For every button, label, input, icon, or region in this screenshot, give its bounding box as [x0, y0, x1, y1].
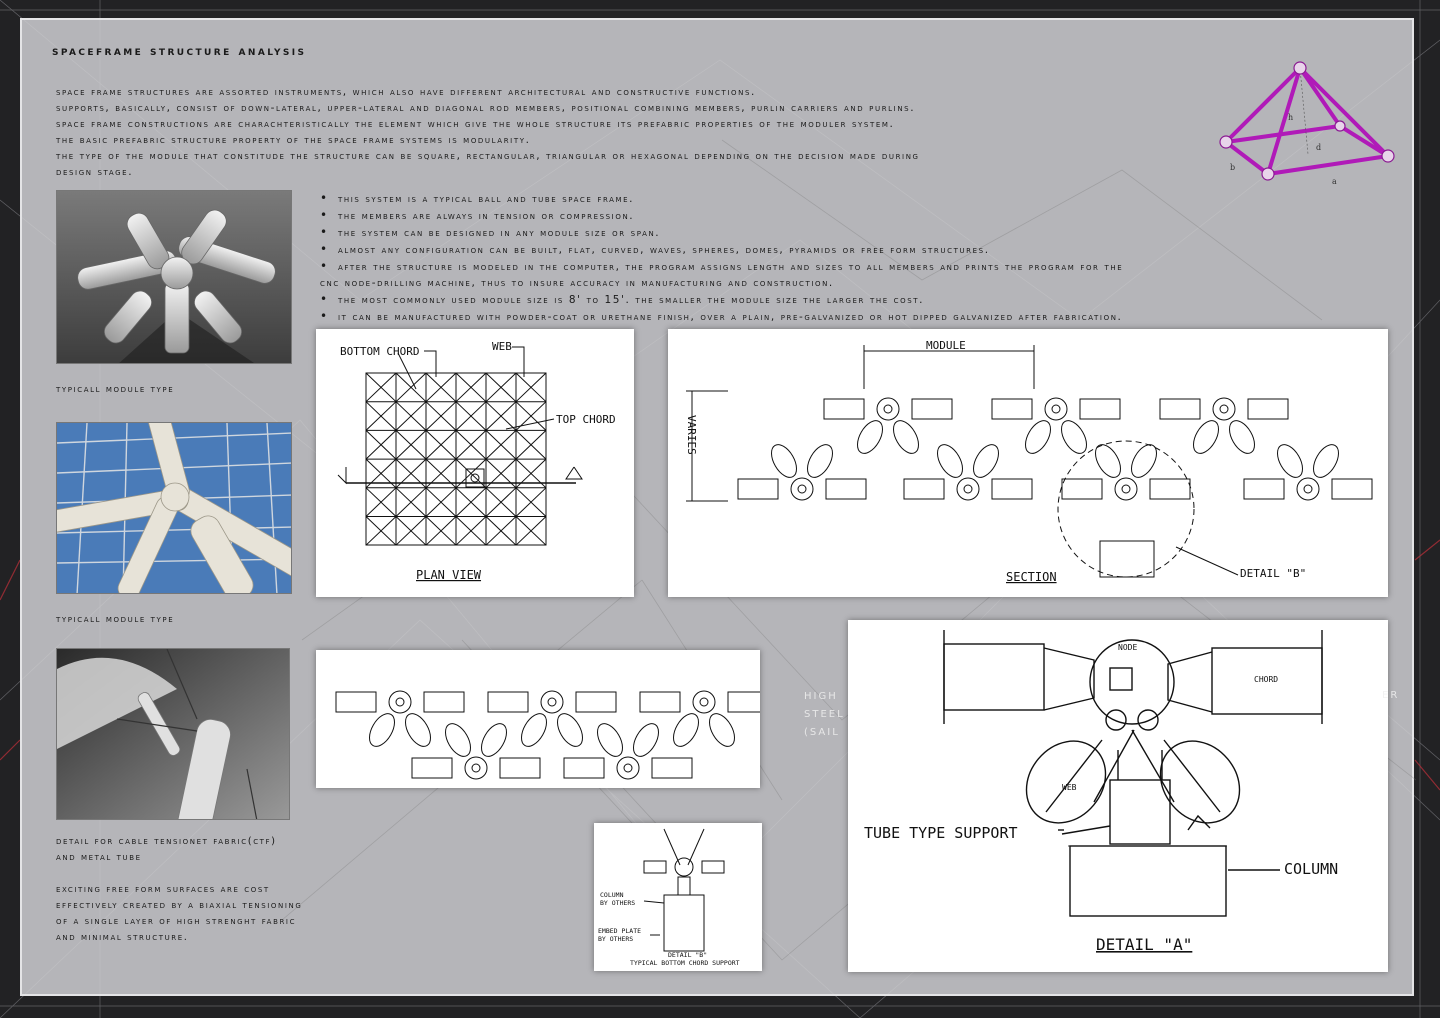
plan-view-drawing [316, 329, 634, 597]
bullet-item: • the members are always in tension or compression. [320, 207, 1400, 224]
faded-background-text-right: ER [1382, 690, 1400, 701]
label-varies: VARIES [685, 415, 698, 455]
bullet-item-continuation: cnc node-drilling machine, thus to insure accuracy in manufacturing and construction. [320, 277, 834, 289]
caption-free-form-line: effectively created by a biaxial tensioning [56, 900, 303, 911]
detail-a-drawing [848, 620, 1388, 972]
ball-tube-node-render [56, 190, 292, 364]
label-node: NODE [1118, 643, 1138, 652]
label-column-by-others-1: COLUMN [600, 891, 624, 899]
feature-bullet-list [320, 190, 1400, 325]
label-embed-plate-2: BY OTHERS [598, 935, 634, 943]
intro-line: space frame constructions are charachteristically the element which give the whole structure its prefabric properties of the moduler system. [56, 118, 895, 130]
faded-text-line: STEEL [804, 709, 845, 720]
label-top-chord: TOP CHORD [556, 413, 616, 426]
intro-line: space frame structures are assorted instruments, which also have different architectural and constructive functions. [56, 86, 756, 98]
intro-line: the basic prefabric structure property of the space frame systems is modularity. [56, 134, 531, 146]
bullet-item: • the most commonly used module size is 8' to 15'. the smaller the module size the larger the cost. [320, 291, 1400, 308]
label-plan-view: PLAN VIEW [416, 568, 482, 582]
label-web-small: WEB [1062, 783, 1077, 792]
label-bottom-chord: BOTTOM CHORD [340, 345, 420, 358]
label-chord: CHORD [1254, 675, 1279, 684]
label-embed-plate-1: EMBED PLATE [598, 927, 642, 935]
faded-text-line: (SAIL [804, 727, 840, 738]
node-under-glass-roof-photo [56, 422, 292, 594]
bullet-item: • it can be manufactured with powder-coat or urethane finish, over a plain, pre-galvanized or hot dipped galvanized after fabrication. [320, 308, 1400, 325]
label-detail-b-small: DETAIL "B" [668, 951, 708, 959]
pyramid-label-h: h [1288, 113, 1294, 122]
intro-text [56, 84, 1236, 180]
label-column: COLUMN [1284, 860, 1339, 878]
label-web: WEB [492, 340, 512, 353]
bullet-item: • almost any configuration can be built, flat, curved, waves, spheres, domes, pyramids or free form structures. [320, 241, 1400, 258]
page-title: spaceframe structure analysis [52, 44, 307, 59]
presentation-sheet [20, 18, 1414, 996]
caption-ctf-line: and metal tube [56, 852, 142, 863]
caption-module-type-1: typicall module type [56, 384, 175, 395]
section-drawing [668, 329, 1388, 597]
intro-line: supports, basically, consist of down-lateral, upper-lateral and diagonal rod members, positional combining members, purlin carriers and purlins. [56, 102, 916, 114]
bullet-item: • after the structure is modeled in the computer, the program assigns length and sizes to all members and prints the program for the [320, 258, 1400, 275]
caption-ctf-line: detail for cable tensionet fabric(ctf) [56, 836, 277, 847]
pyramid-label-d: d [1316, 143, 1322, 152]
label-typical-bottom-chord: TYPICAL BOTTOM CHORD SUPPORT [630, 959, 740, 967]
label-detail-a: DETAIL "A" [1096, 935, 1193, 954]
caption-free-form-line: of a single layer of high strenght fabric [56, 916, 297, 927]
bullet-item: • this system is a typical ball and tube space frame. [320, 190, 1400, 207]
caption-free-form [56, 882, 302, 946]
caption-free-form-line: and minimal structure. [56, 932, 189, 943]
label-column-by-others-2: BY OTHERS [600, 899, 636, 907]
label-section: SECTION [1006, 570, 1057, 584]
label-module: MODULE [926, 339, 966, 352]
pyramid-label-b: b [1230, 163, 1236, 172]
faded-text-line: HIGH [804, 691, 838, 702]
bullet-item: • the system can be designed in any module size or span. [320, 224, 1400, 241]
caption-free-form-line: exciting free form surfaces are cost [56, 884, 270, 895]
pyramid-label-a: a [1332, 177, 1337, 186]
caption-ctf [56, 834, 277, 866]
detail-b-drawing [594, 823, 762, 971]
label-detail-b: DETAIL "B" [1240, 567, 1307, 580]
faded-background-text [804, 688, 845, 742]
intro-line: the type of the module that constitude the structure can be square, rectangular, triangular or hexagonal depending on the decision made during [56, 150, 920, 162]
label-tube-type-support: TUBE TYPE SUPPORT [864, 824, 1018, 842]
pyramid-module-diagram [1212, 54, 1402, 194]
node-assembly-row-drawing [316, 650, 760, 788]
ctf-detail-render [56, 648, 290, 820]
caption-module-type-2: typicall module type [56, 614, 175, 625]
intro-line: design stage. [56, 166, 134, 178]
